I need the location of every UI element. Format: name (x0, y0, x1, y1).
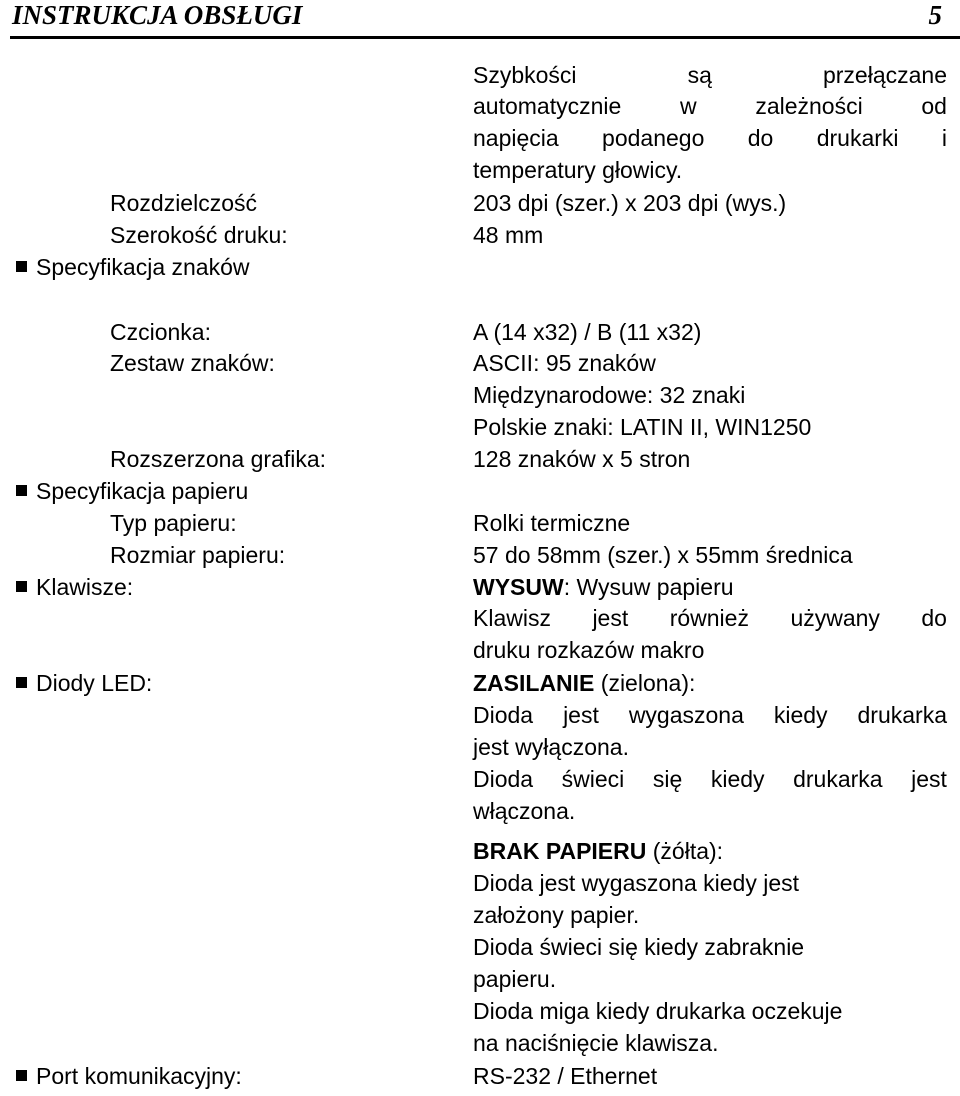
font-label: Czcionka: (110, 319, 211, 345)
charset-value-3: Polskie znaki: LATIN II, WIN1250 (473, 414, 812, 440)
print-width-label: Szerokość druku: (110, 222, 288, 248)
key-name: WYSUW (473, 574, 564, 600)
keys-heading: Klawisze: (16, 572, 133, 602)
led-paper-line-2: założony papier. (473, 902, 640, 928)
led-power-line-1: Dioda jest wygaszona kiedy drukarka (473, 702, 947, 728)
speed-note-line-3: napięcia podanego do drukarki i (473, 125, 947, 151)
led-power-line-4: włączona. (473, 798, 576, 824)
paper-type-label: Typ papieru: (110, 510, 237, 536)
led-paper-line-1: Dioda jest wygaszona kiedy jest (473, 870, 799, 896)
bullet-icon (16, 261, 27, 272)
speed-note-line-4: temperatury głowicy. (473, 157, 683, 183)
led-power-heading: ZASILANIE (zielona): (473, 670, 696, 696)
paper-spec-heading: Specyfikacja papieru (16, 476, 248, 506)
led-paper-line-4: papieru. (473, 966, 557, 992)
keys-line-3: druku rozkazów makro (473, 637, 705, 663)
led-paper-line-6: na naciśnięcie klawisza. (473, 1030, 719, 1056)
paper-size-label: Rozmiar papieru: (110, 542, 286, 568)
leds-heading: Diody LED: (16, 668, 152, 698)
ext-graphics-label: Rozszerzona grafika: (110, 446, 327, 472)
resolution-label: Rozdzielczość (110, 190, 257, 216)
bullet-icon (16, 485, 27, 496)
bullet-icon (16, 677, 27, 688)
paper-size-value: 57 do 58mm (szer.) x 55mm średnica (473, 542, 853, 568)
speed-note-line-2: automatycznie w zależności od (473, 93, 947, 119)
resolution-value: 203 dpi (szer.) x 203 dpi (wys.) (473, 190, 787, 216)
document-title: INSTRUKCJA OBSŁUGI (12, 0, 303, 30)
char-spec-heading: Specyfikacja znaków (16, 252, 250, 282)
page-number: 5 (928, 0, 942, 30)
charset-label: Zestaw znaków: (110, 350, 275, 376)
paper-type-value: Rolki termiczne (473, 510, 631, 536)
keys-line-1: WYSUW: Wysuw papieru (473, 574, 734, 600)
led-paper-line-3: Dioda świeci się kiedy zabraknie (473, 934, 805, 960)
page-header (0, 0, 960, 40)
led-paper-heading: BRAK PAPIERU (żółta): (473, 838, 724, 864)
charset-value-2: Międzynarodowe: 32 znaki (473, 382, 746, 408)
font-value: A (14 x32) / B (11 x32) (473, 319, 702, 345)
charset-value-1: ASCII: 95 znaków (473, 350, 656, 376)
print-width-value: 48 mm (473, 222, 544, 248)
led-paper-line-5: Dioda miga kiedy drukarka oczekuje (473, 998, 843, 1024)
led-power-line-2: jest wyłączona. (473, 734, 629, 760)
led-power-line-3: Dioda świeci się kiedy drukarka jest (473, 766, 947, 792)
ext-graphics-value: 128 znaków x 5 stron (473, 446, 691, 472)
speed-note-line-1: Szybkości są przełączane (473, 62, 947, 88)
port-value: RS-232 / Ethernet (473, 1063, 658, 1089)
port-heading: Port komunikacyjny: (16, 1061, 242, 1091)
keys-line-2: Klawisz jest również używany do (473, 605, 947, 631)
header-rule (10, 36, 960, 39)
bullet-icon (16, 581, 27, 592)
bullet-icon (16, 1070, 27, 1081)
